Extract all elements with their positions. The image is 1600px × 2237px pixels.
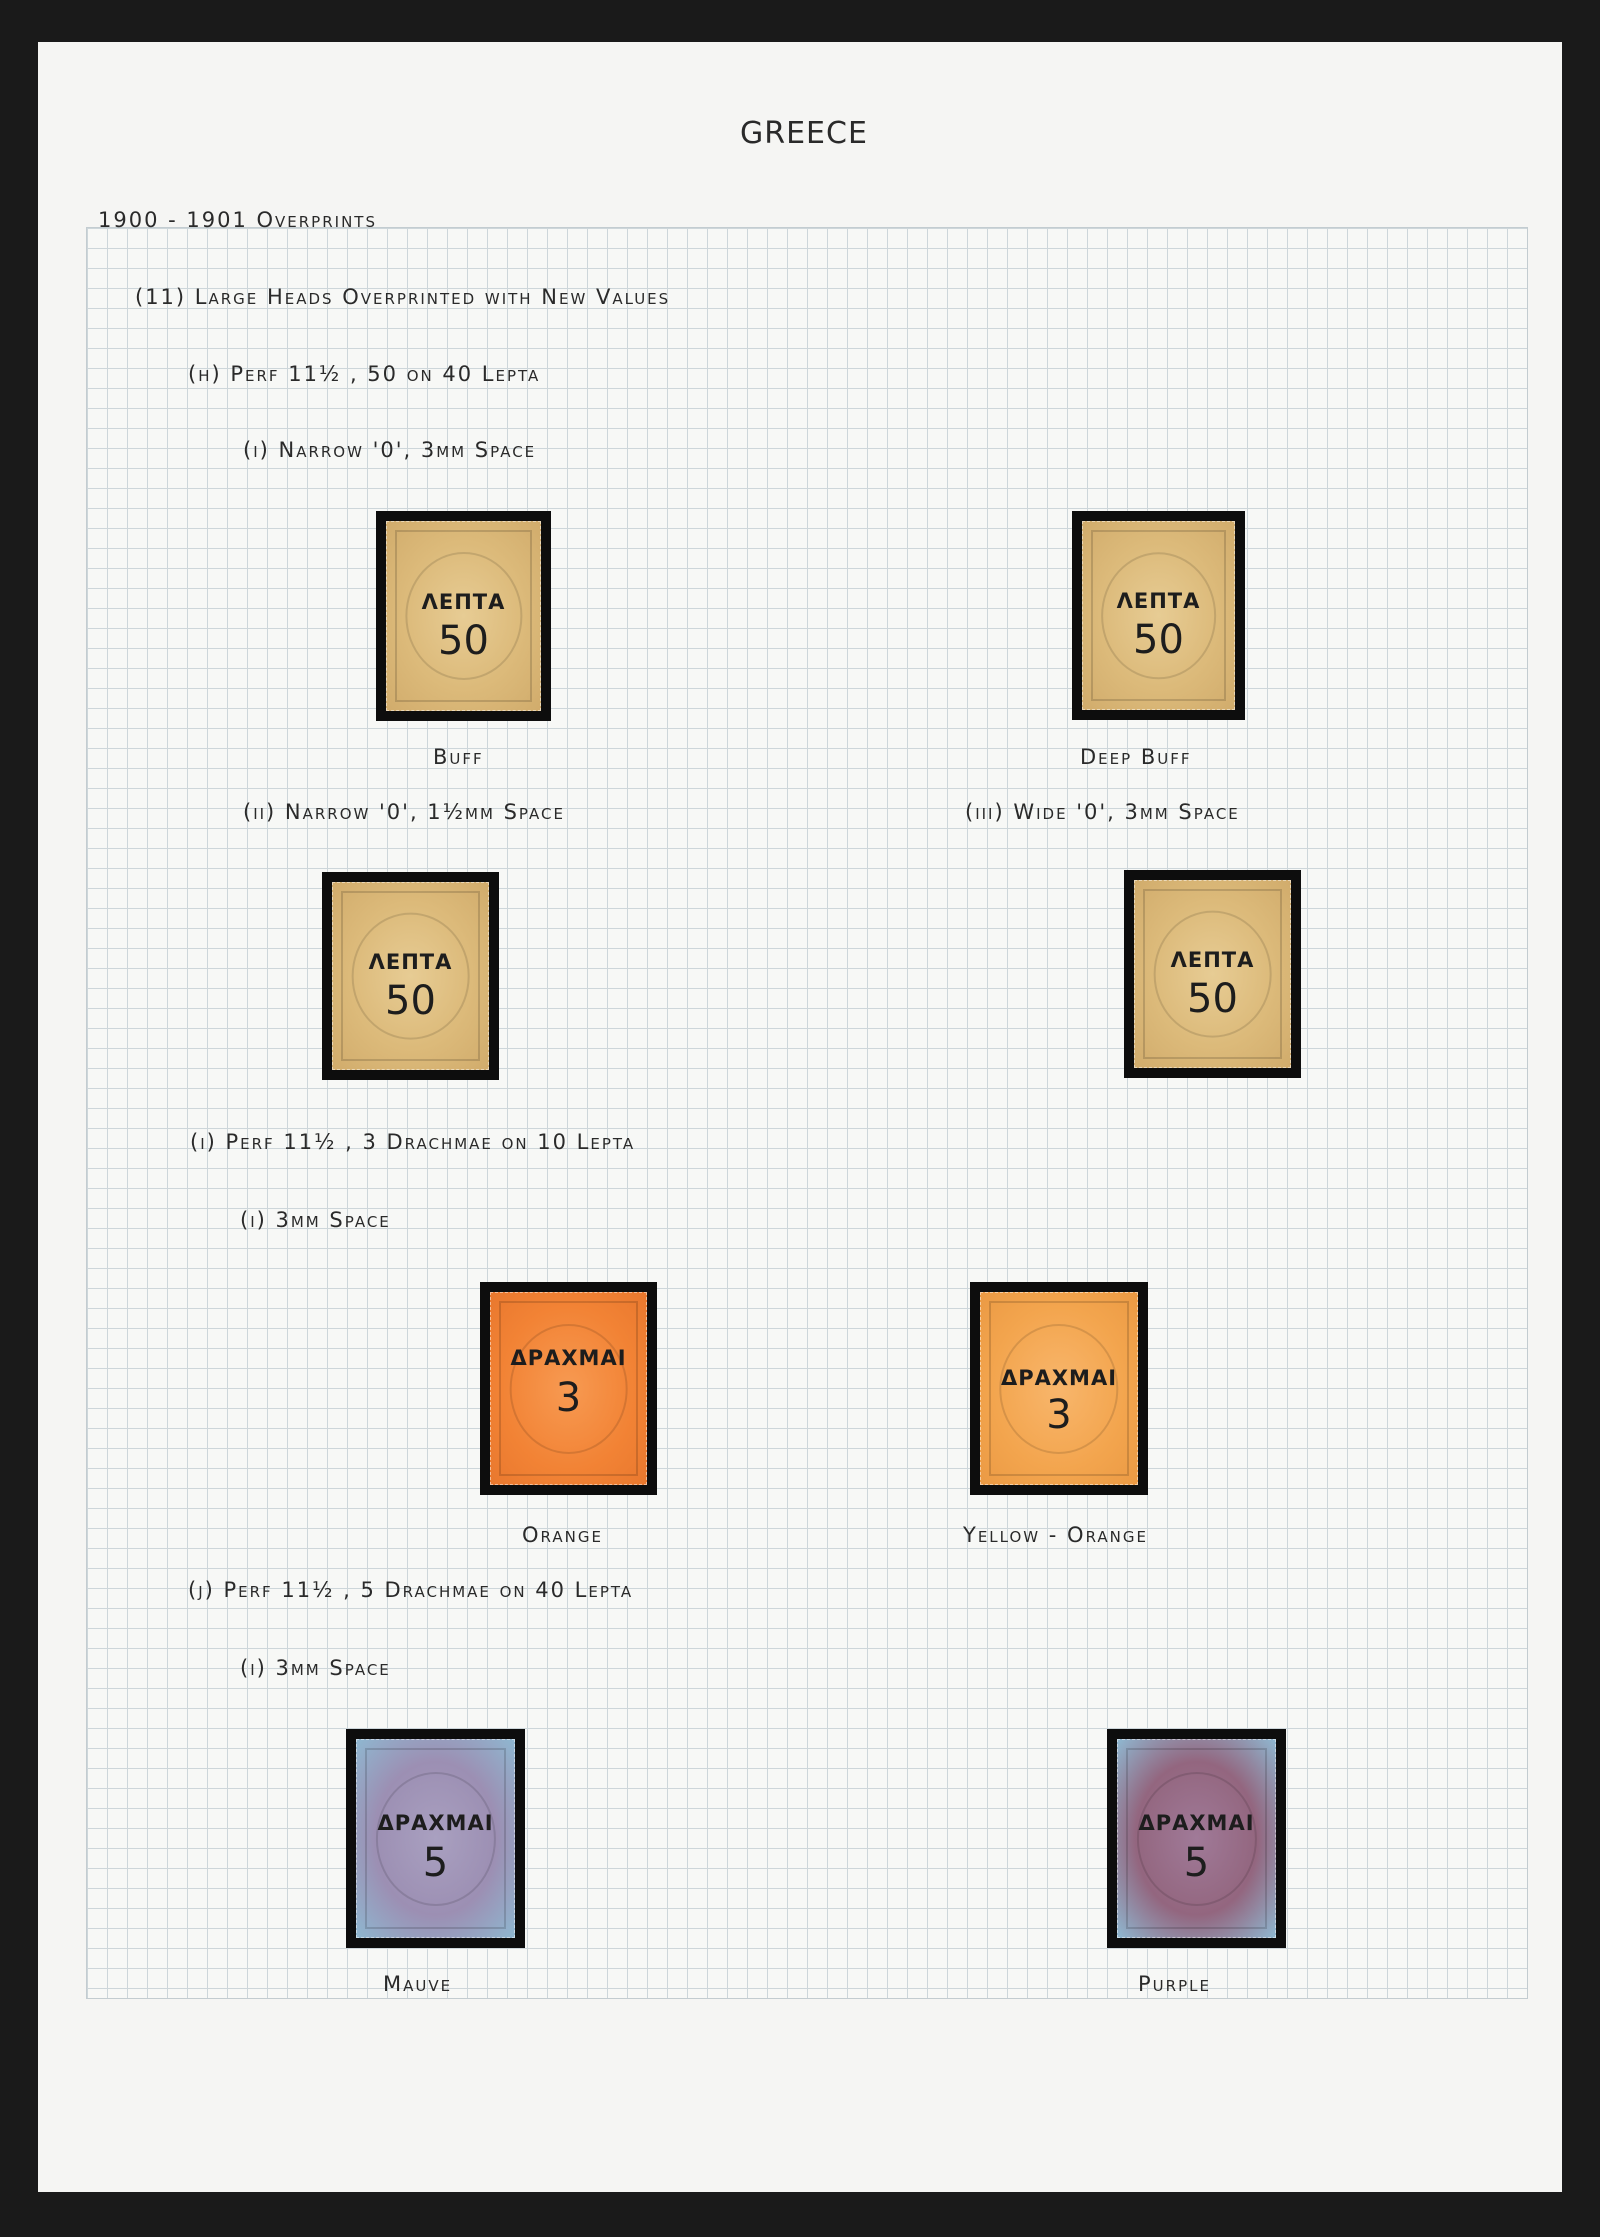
overprint-value: 5 xyxy=(422,1840,449,1887)
overprint-value: 5 xyxy=(1183,1840,1210,1887)
caption-purple: Purple xyxy=(1138,1972,1211,1996)
overprint-word: ΛΕΠΤΑ xyxy=(1116,589,1201,614)
group-h-heading: (h) Perf 11½ , 50 on 40 Lepta xyxy=(188,362,541,386)
overprint-word: ΔΡΑΧΜΑΙ xyxy=(377,1810,494,1835)
stamp-orange-3-drachmae xyxy=(480,1282,657,1495)
graph-paper-grid xyxy=(86,227,1528,1999)
group-j-sub-i: (i) 3mm Space xyxy=(240,1656,391,1680)
overprint-word: ΔΡΑΧΜΑΙ xyxy=(510,1346,627,1371)
stamp-yellow-orange-3-drachmae xyxy=(970,1282,1148,1495)
caption-buff: Buff xyxy=(433,745,484,769)
caption-deep-buff: Deep Buff xyxy=(1080,745,1192,769)
caption-mauve: Mauve xyxy=(383,1972,453,1996)
stamp-deep-buff-50-lepta xyxy=(1072,511,1245,720)
overprint-value: 3 xyxy=(555,1375,582,1422)
caption-yellow-orange: Yellow - Orange xyxy=(963,1523,1148,1547)
overprint-word: ΛΕΠΤΑ xyxy=(368,949,453,974)
subsection-heading: (11) Large Heads Overprinted with New Values xyxy=(135,285,671,309)
group-h-sub-i: (i) Narrow '0', 3mm Space xyxy=(243,438,537,462)
stamp-wide-0-3mm xyxy=(1124,870,1301,1078)
overprint-word: ΔΡΑΧΜΑΙ xyxy=(1000,1365,1118,1390)
group-i-sub-i: (i) 3mm Space xyxy=(240,1208,391,1232)
section-heading: 1900 - 1901 Overprints xyxy=(98,208,377,232)
stamp-purple-5-drachmae xyxy=(1107,1729,1286,1948)
page-title: GREECE xyxy=(740,116,868,151)
overprint-word: ΛΕΠΤΑ xyxy=(1170,947,1255,972)
overprint-value: 50 xyxy=(438,617,489,664)
group-h-sub-ii: (ii) Narrow '0', 1½mm Space xyxy=(243,800,565,824)
overprint-value: 50 xyxy=(385,977,436,1024)
overprint-value: 50 xyxy=(1187,975,1238,1022)
overprint-value: 3 xyxy=(1046,1392,1072,1439)
stamp-narrow-0-1-5mm xyxy=(322,872,499,1080)
overprint-word: ΛΕΠΤΑ xyxy=(421,589,506,614)
stamp-buff-50-lepta xyxy=(376,511,551,721)
group-i-heading: (i) Perf 11½ , 3 Drachmae on 10 Lepta xyxy=(190,1130,636,1154)
overprint-word: ΔΡΑΧΜΑΙ xyxy=(1138,1810,1255,1835)
stamp-mauve-5-drachmae xyxy=(346,1729,525,1948)
overprint-value: 50 xyxy=(1133,617,1184,664)
group-h-sub-iii: (iii) Wide '0', 3mm Space xyxy=(965,800,1240,824)
group-j-heading: (j) Perf 11½ , 5 Drachmae on 40 Lepta xyxy=(188,1578,634,1602)
caption-orange: Orange xyxy=(522,1523,603,1547)
